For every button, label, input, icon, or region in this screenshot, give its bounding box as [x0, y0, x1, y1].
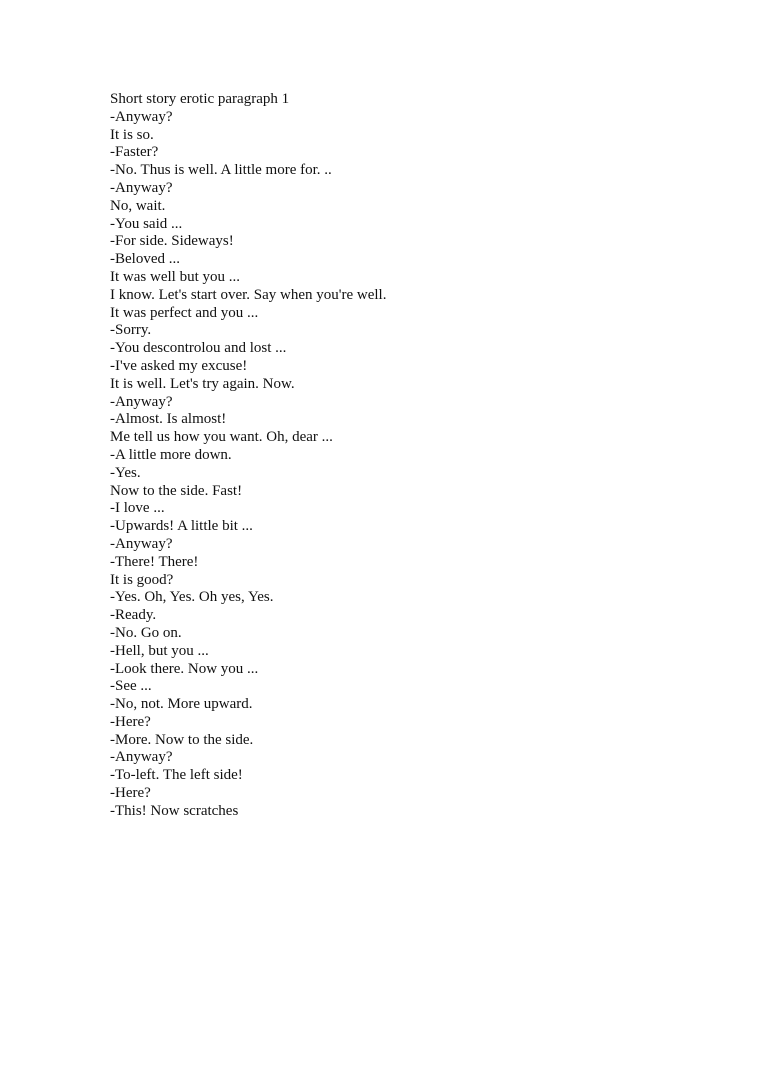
document-line: -Faster? [110, 144, 159, 161]
document-title-line: Short story erotic paragraph 1 [110, 91, 290, 107]
document-line: -There! There! [110, 553, 199, 570]
document-line: -No. Go on. [110, 624, 182, 641]
document-line: No, wait. [110, 197, 166, 214]
document-line: It is good? [110, 571, 174, 588]
document-line: -Almost. Is almost! [110, 411, 227, 428]
document-line: -Here? [110, 785, 151, 802]
document-line: -Yes. Oh, Yes. Oh yes, Yes. [110, 589, 274, 606]
document-line: It is well. Let's try again. Now. [110, 375, 295, 392]
document-line: -I love ... [110, 500, 165, 517]
document-line: Me tell us how you want. Oh, dear ... [110, 429, 333, 446]
document-line: -No. Thus is well. A little more for. .. [110, 162, 332, 179]
document-line: It is so. [110, 126, 154, 143]
document-line: -No, not. More upward. [110, 696, 253, 713]
document-line: -You descontrolou and lost ... [110, 340, 287, 357]
document-line: -Hell, but you ... [110, 642, 209, 659]
document-line: -Sorry. [110, 322, 152, 339]
document-line: -Anyway? [110, 108, 173, 125]
document-line: -This! Now scratches [110, 802, 239, 819]
document-line: -See ... [110, 678, 152, 695]
document-line: It was perfect and you ... [110, 304, 259, 321]
document-line: -Here? [110, 713, 151, 730]
document-line: -A little more down. [110, 446, 232, 463]
document-line: -Upwards! A little bit ... [110, 518, 253, 535]
document-line: -Yes. [110, 464, 141, 481]
document-line: -For side. Sideways! [110, 233, 234, 250]
document-line: -Anyway? [110, 393, 173, 410]
document-line: -I've asked my excuse! [110, 357, 248, 374]
document-line: -Look there. Now you ... [110, 660, 259, 677]
document-line: -Beloved ... [110, 251, 180, 268]
document-line: I know. Let's start over. Say when you're well. [110, 286, 387, 303]
document-line: -Anyway? [110, 749, 173, 766]
document-line: Now to the side. Fast! [110, 482, 243, 499]
document-line: It was well but you ... [110, 268, 240, 285]
document-line: -More. Now to the side. [110, 731, 254, 748]
document-line: -To-left. The left side! [110, 767, 243, 784]
document-line: -You said ... [110, 215, 183, 232]
document-line: -Anyway? [110, 535, 173, 552]
document-line: -Ready. [110, 607, 157, 624]
document-line: -Anyway? [110, 179, 173, 196]
document-body [110, 91, 730, 821]
